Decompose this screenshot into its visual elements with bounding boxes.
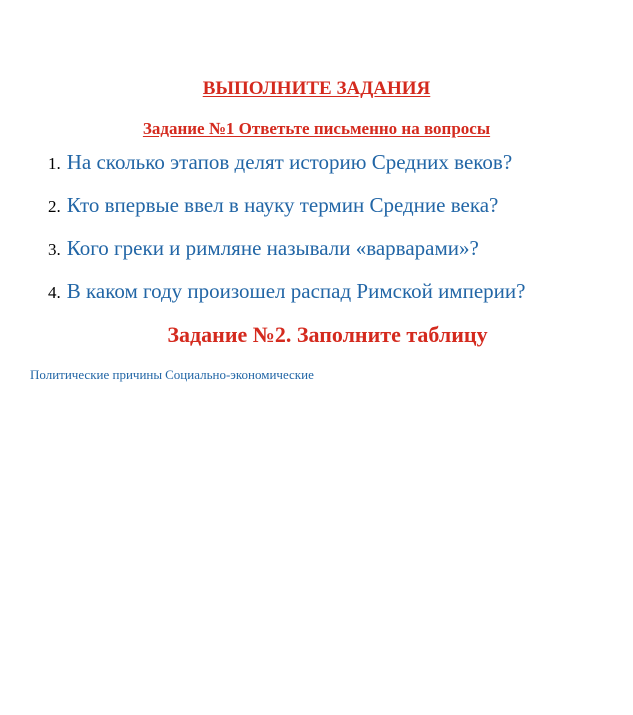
page-title: ВЫПОЛНИТЕ ЗАДАНИЯ bbox=[202, 78, 431, 99]
question-text: Кого греки и римляне называли «варварами»? bbox=[66, 236, 479, 260]
task2-heading: Задание №2. Заполните таблицу bbox=[167, 322, 488, 347]
question-item bbox=[48, 193, 525, 236]
table-column-socioeconomic: Социально-экономические bbox=[165, 367, 314, 382]
task1-heading: Задание №1 Ответьте письменно на вопросы bbox=[142, 119, 491, 138]
question-number: 3. bbox=[48, 240, 61, 259]
table-header-row bbox=[30, 367, 314, 383]
question-number: 1. bbox=[48, 154, 61, 173]
question-text: На сколько этапов делят историю Средних веков? bbox=[66, 150, 513, 174]
question-number: 2. bbox=[48, 197, 61, 216]
question-item bbox=[48, 236, 525, 279]
question-text: Кто впервые ввел в науку термин Средние века? bbox=[66, 193, 499, 217]
question-item bbox=[48, 150, 525, 193]
question-number: 4. bbox=[48, 283, 61, 302]
table-column-political: Политические причины bbox=[30, 367, 163, 382]
question-item bbox=[48, 279, 525, 322]
question-list bbox=[48, 150, 525, 322]
question-text: В каком году произошел распад Римской империи? bbox=[66, 279, 526, 303]
